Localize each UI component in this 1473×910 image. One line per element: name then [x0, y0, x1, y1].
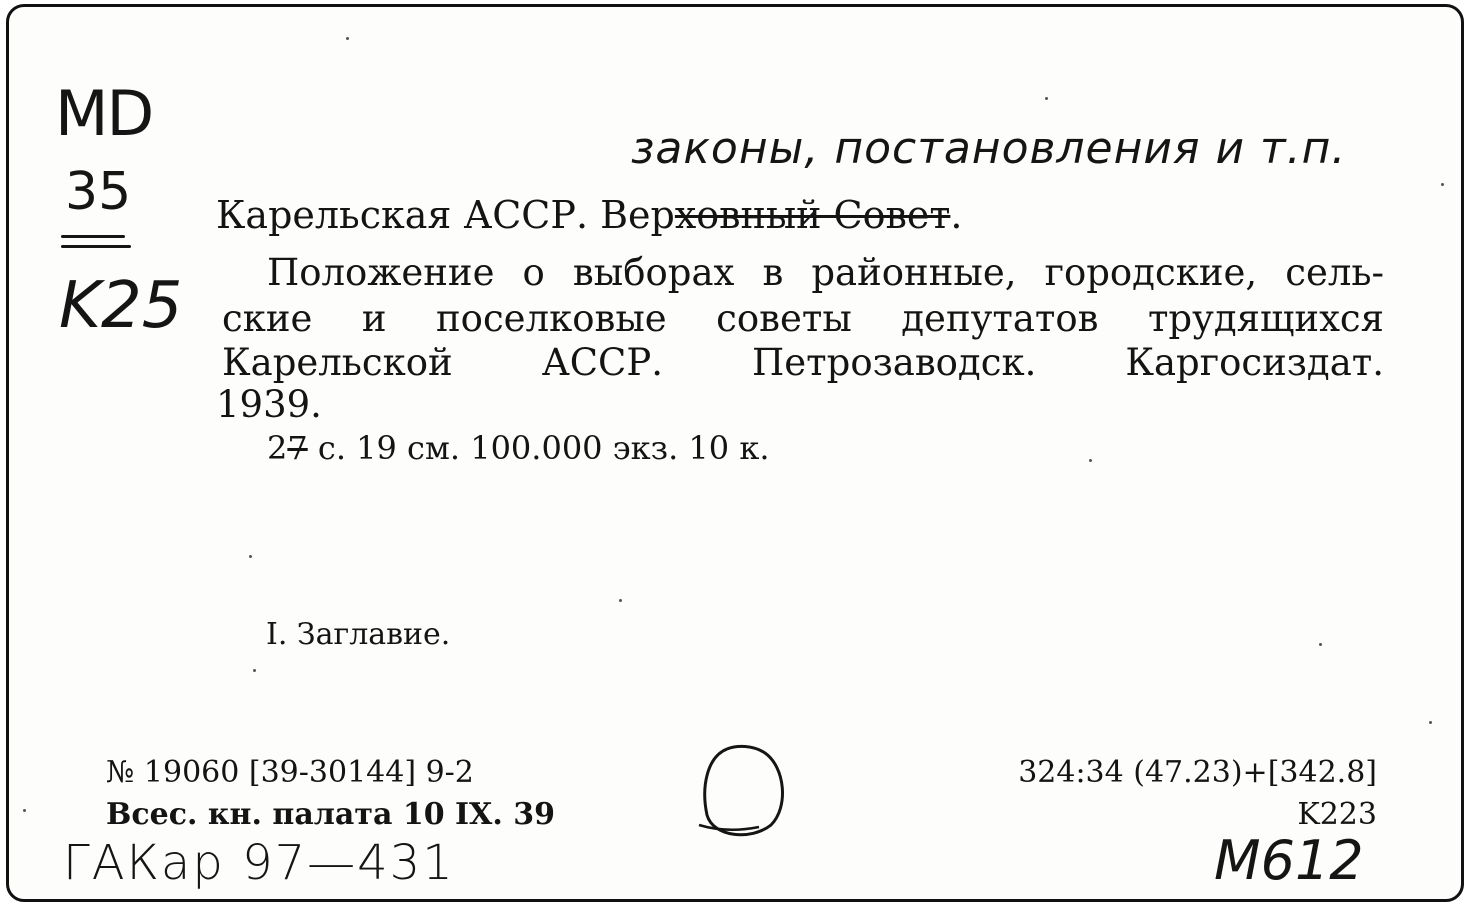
scan-speck [1089, 459, 1092, 462]
collation-rest: с. 19 см. 100.000 экз. 10 к. [317, 429, 770, 467]
author-prefix: Карельская АССР. Вер [216, 193, 675, 237]
handwritten-oval-mark [689, 737, 799, 847]
card-number: № 19060 [39-30144] 9-2 [106, 755, 474, 790]
inventory-number: М612 [1214, 829, 1364, 892]
call-number-underline [61, 235, 125, 238]
call-number-line3: K25 [59, 269, 183, 343]
collation-prefix: 2 [267, 429, 288, 467]
description-line-4: 1939. [216, 383, 322, 426]
classification: 324:34 (47.23)+[342.8] [1018, 755, 1377, 790]
call-number-line1: MD [55, 77, 153, 150]
scan-speck [23, 809, 26, 812]
catalog-card [6, 4, 1464, 902]
call-number-line2: 35 [65, 162, 132, 222]
chamber-line: Всес. кн. палата 10 IX. 39 [106, 797, 555, 832]
tracing: I. Заглавие. [266, 617, 451, 652]
description-line-3: Карельской АССР. Петрозаводск. Каргосиздат. [222, 341, 1384, 384]
author-suffix: . [950, 193, 963, 237]
archive-note: ГАКар 97—431 [63, 835, 455, 891]
collation-struck-digit: 7 [287, 429, 308, 467]
author-struck-text: ховный Совет [674, 193, 951, 237]
author-mark: K223 [1297, 797, 1377, 832]
author-heading [216, 193, 962, 237]
collation [267, 429, 769, 467]
scan-speck [253, 669, 256, 672]
scan-speck [1429, 721, 1432, 724]
description-line-2: ские и поселковые советы депутатов трудящихся [222, 297, 1384, 340]
handwritten-heading: законы, постановления и т.п. [631, 123, 1347, 174]
call-number-divider [61, 245, 131, 248]
scan-speck [346, 37, 349, 40]
scan-speck [249, 555, 252, 558]
scan-speck [1319, 643, 1322, 646]
scan-speck [619, 599, 622, 602]
description-line-1: Положение о выборах в районные, городские, сель- [267, 251, 1384, 294]
scan-speck [1045, 97, 1048, 100]
scan-speck [1441, 183, 1444, 186]
